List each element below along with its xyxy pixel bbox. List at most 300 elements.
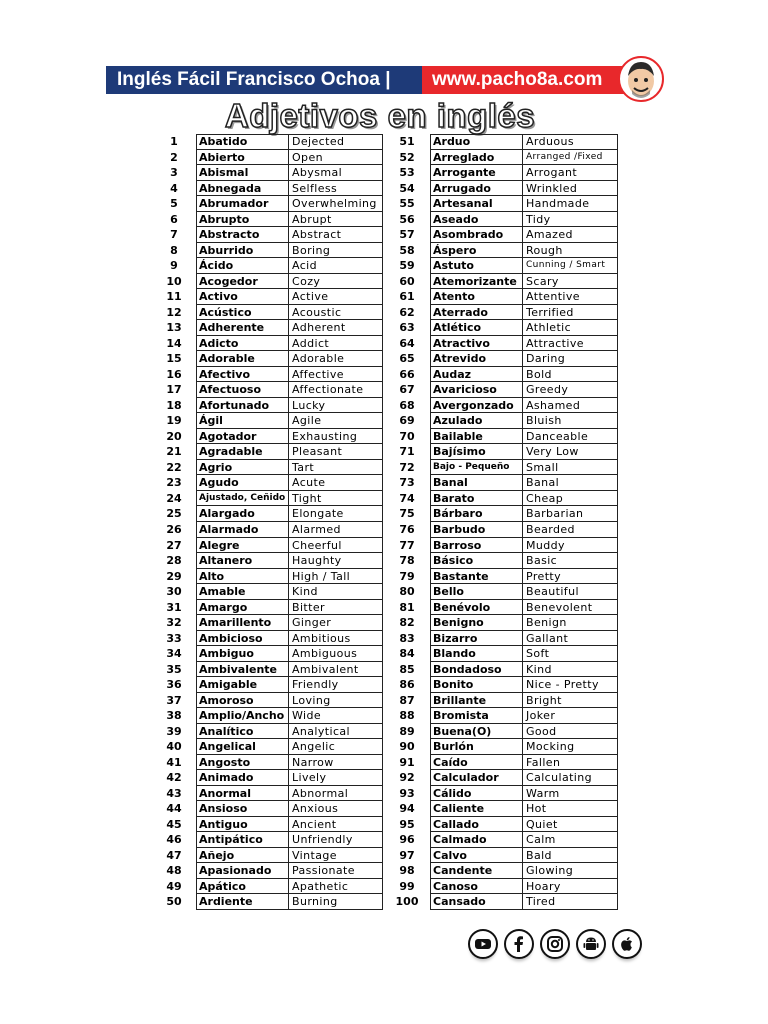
row-number: 23 xyxy=(166,476,182,490)
english-adjective: Attractive xyxy=(523,336,618,352)
english-adjective: Cheap xyxy=(523,491,618,507)
spanish-adjective: Adicto xyxy=(196,336,289,352)
android-icon[interactable] xyxy=(576,929,606,959)
spanish-adjective: Artesanal xyxy=(430,196,523,212)
english-adjective: Nice - Pretty xyxy=(523,677,618,693)
spanish-adjective: Abierto xyxy=(196,150,289,166)
english-adjective: Muddy xyxy=(523,538,618,554)
table-row xyxy=(0,631,768,647)
english-adjective: Affective xyxy=(289,367,383,383)
spanish-adjective: Avaricioso xyxy=(430,382,523,398)
row-number: 93 xyxy=(399,786,415,800)
facebook-icon[interactable] xyxy=(504,929,534,959)
english-adjective: Abysmal xyxy=(289,165,383,181)
row-number: 64 xyxy=(399,336,415,350)
spanish-adjective: Altanero xyxy=(196,553,289,569)
row-number: 50 xyxy=(166,895,182,909)
row-number: 80 xyxy=(399,585,415,599)
english-adjective: Warm xyxy=(523,786,618,802)
spanish-adjective: Bonito xyxy=(430,677,523,693)
spanish-adjective: Agudo xyxy=(196,475,289,491)
spanish-adjective: Alegre xyxy=(196,538,289,554)
row-number: 33 xyxy=(166,631,182,645)
spanish-adjective: Alargado xyxy=(196,506,289,522)
english-adjective: Hot xyxy=(523,801,618,817)
english-adjective: Lucky xyxy=(289,398,383,414)
row-number: 10 xyxy=(166,274,182,288)
english-adjective: Beautiful xyxy=(523,584,618,600)
youtube-icon[interactable] xyxy=(468,929,498,959)
english-adjective: Bitter xyxy=(289,600,383,616)
table-row xyxy=(0,274,768,290)
english-adjective: Bald xyxy=(523,848,618,864)
row-number: 98 xyxy=(399,864,415,878)
row-number: 24 xyxy=(166,491,182,505)
row-number: 41 xyxy=(166,755,182,769)
row-number: 66 xyxy=(399,367,415,381)
spanish-adjective: Bizarro xyxy=(430,631,523,647)
spanish-adjective: Atractivo xyxy=(430,336,523,352)
table-row xyxy=(0,538,768,554)
english-adjective: Loving xyxy=(289,693,383,709)
row-number: 69 xyxy=(399,414,415,428)
spanish-adjective: Angosto xyxy=(196,755,289,771)
row-number: 12 xyxy=(166,305,182,319)
spanish-adjective: Abnegada xyxy=(196,181,289,197)
row-number: 54 xyxy=(399,181,415,195)
english-adjective: Cheerful xyxy=(289,538,383,554)
row-number: 59 xyxy=(399,259,415,273)
row-number: 36 xyxy=(166,678,182,692)
row-number: 97 xyxy=(399,848,415,862)
row-number: 52 xyxy=(399,150,415,164)
spanish-adjective: Alarmado xyxy=(196,522,289,538)
table-row xyxy=(0,848,768,864)
spanish-adjective: Básico xyxy=(430,553,523,569)
spanish-adjective: Ágil xyxy=(196,413,289,429)
english-adjective: Soft xyxy=(523,646,618,662)
spanish-adjective: Amargo xyxy=(196,600,289,616)
english-adjective: Mocking xyxy=(523,739,618,755)
table-row xyxy=(0,600,768,616)
row-number: 92 xyxy=(399,771,415,785)
row-number: 94 xyxy=(399,802,415,816)
english-adjective: Affectionate xyxy=(289,382,383,398)
spanish-adjective: Abismal xyxy=(196,165,289,181)
row-number: 79 xyxy=(399,569,415,583)
english-adjective: Narrow xyxy=(289,755,383,771)
apple-icon[interactable] xyxy=(612,929,642,959)
spanish-adjective: Antipático xyxy=(196,832,289,848)
spanish-adjective: Anormal xyxy=(196,786,289,802)
english-adjective: Pleasant xyxy=(289,444,383,460)
table-row xyxy=(0,879,768,895)
spanish-adjective: Avergonzado xyxy=(430,398,523,414)
row-number: 51 xyxy=(399,135,415,148)
spanish-adjective: Adherente xyxy=(196,320,289,336)
table-row xyxy=(0,491,768,507)
spanish-adjective: Bárbaro xyxy=(430,506,523,522)
spanish-adjective: Bajo - Pequeño xyxy=(430,460,523,476)
row-number: 90 xyxy=(399,740,415,754)
english-adjective: Acute xyxy=(289,475,383,491)
table-row xyxy=(0,258,768,274)
english-adjective: Rough xyxy=(523,243,618,259)
spanish-adjective: Calvo xyxy=(430,848,523,864)
spanish-adjective: Angelical xyxy=(196,739,289,755)
english-adjective: Haughty xyxy=(289,553,383,569)
table-row xyxy=(0,320,768,336)
spanish-adjective: Buena(O) xyxy=(430,724,523,740)
row-number: 37 xyxy=(166,693,182,707)
english-adjective: Hoary xyxy=(523,879,618,895)
spanish-adjective: Abrumador xyxy=(196,196,289,212)
header-banner xyxy=(106,66,658,94)
spanish-adjective: Atrevido xyxy=(430,351,523,367)
row-number: 25 xyxy=(166,507,182,521)
english-adjective: Cunning / Smart xyxy=(523,258,618,274)
english-adjective: Ambiguous xyxy=(289,646,383,662)
english-adjective: Adorable xyxy=(289,351,383,367)
banner-website-link[interactable]: www.pacho8a.com xyxy=(422,66,658,94)
table-row xyxy=(0,832,768,848)
english-adjective: Tight xyxy=(289,491,383,507)
english-adjective: Abrupt xyxy=(289,212,383,228)
row-number: 11 xyxy=(166,290,182,304)
english-adjective: Bold xyxy=(523,367,618,383)
spanish-adjective: Apático xyxy=(196,879,289,895)
table-row xyxy=(0,553,768,569)
table-row xyxy=(0,863,768,879)
spanish-adjective: Atento xyxy=(430,289,523,305)
spanish-adjective: Ambivalente xyxy=(196,662,289,678)
row-number: 18 xyxy=(166,398,182,412)
spanish-adjective: Blando xyxy=(430,646,523,662)
spanish-adjective: Agotador xyxy=(196,429,289,445)
spanish-adjective: Barbudo xyxy=(430,522,523,538)
english-adjective: Tired xyxy=(523,894,618,910)
row-number: 40 xyxy=(166,740,182,754)
english-adjective: Adherent xyxy=(289,320,383,336)
row-number: 32 xyxy=(166,616,182,630)
row-number: 7 xyxy=(170,228,178,242)
spanish-adjective: Azulado xyxy=(430,413,523,429)
english-adjective: Alarmed xyxy=(289,522,383,538)
row-number: 4 xyxy=(170,181,178,195)
spanish-adjective: Barato xyxy=(430,491,523,507)
row-number: 44 xyxy=(166,802,182,816)
spanish-adjective: Atemorizante xyxy=(430,274,523,290)
english-adjective: Very Low xyxy=(523,444,618,460)
row-number: 96 xyxy=(399,833,415,847)
english-adjective: Lively xyxy=(289,770,383,786)
english-adjective: Friendly xyxy=(289,677,383,693)
spanish-adjective: Amoroso xyxy=(196,693,289,709)
spanish-adjective: Áspero xyxy=(430,243,523,259)
english-adjective: Quiet xyxy=(523,817,618,833)
spanish-adjective: Acústico xyxy=(196,305,289,321)
row-number: 39 xyxy=(166,724,182,738)
row-number: 34 xyxy=(166,647,182,661)
spanish-adjective: Cálido xyxy=(430,786,523,802)
spanish-adjective: Abrupto xyxy=(196,212,289,228)
table-row xyxy=(0,801,768,817)
english-adjective: Bearded xyxy=(523,522,618,538)
english-adjective: Bluish xyxy=(523,413,618,429)
spanish-adjective: Ardiente xyxy=(196,894,289,910)
table-row xyxy=(0,212,768,228)
table-row xyxy=(0,305,768,321)
english-adjective: Joker xyxy=(523,708,618,724)
english-adjective: Cozy xyxy=(289,274,383,290)
english-adjective: Ashamed xyxy=(523,398,618,414)
row-number: 45 xyxy=(166,817,182,831)
row-number: 75 xyxy=(399,507,415,521)
table-row xyxy=(0,475,768,491)
english-adjective: Abnormal xyxy=(289,786,383,802)
english-adjective: Terrified xyxy=(523,305,618,321)
table-row xyxy=(0,755,768,771)
spanish-adjective: Asombrado xyxy=(430,227,523,243)
row-number: 61 xyxy=(399,290,415,304)
english-adjective: Attentive xyxy=(523,289,618,305)
table-row xyxy=(0,429,768,445)
row-number: 19 xyxy=(166,414,182,428)
english-adjective: Danceable xyxy=(523,429,618,445)
english-adjective: Small xyxy=(523,460,618,476)
english-adjective: Overwhelming xyxy=(289,196,383,212)
row-number: 95 xyxy=(399,817,415,831)
spanish-adjective: Banal xyxy=(430,475,523,491)
row-number: 14 xyxy=(166,336,182,350)
english-adjective: Greedy xyxy=(523,382,618,398)
english-adjective: Calm xyxy=(523,832,618,848)
english-adjective: Good xyxy=(523,724,618,740)
spanish-adjective: Aseado xyxy=(430,212,523,228)
row-number: 67 xyxy=(399,383,415,397)
table-row xyxy=(0,165,768,181)
english-adjective: Arranged /Fixed xyxy=(523,150,618,166)
english-adjective: Elongate xyxy=(289,506,383,522)
spanish-adjective: Ajustado, Ceñido xyxy=(196,491,289,507)
english-adjective: Arduous xyxy=(523,134,618,150)
spanish-adjective: Burlón xyxy=(430,739,523,755)
table-row xyxy=(0,336,768,352)
row-number: 42 xyxy=(166,771,182,785)
row-number: 89 xyxy=(399,724,415,738)
english-adjective: Agile xyxy=(289,413,383,429)
spanish-adjective: Afectuoso xyxy=(196,382,289,398)
spanish-adjective: Abstracto xyxy=(196,227,289,243)
english-adjective: Acid xyxy=(289,258,383,274)
spanish-adjective: Amplio/Ancho xyxy=(196,708,289,724)
row-number: 74 xyxy=(399,491,415,505)
english-adjective: High / Tall xyxy=(289,569,383,585)
row-number: 35 xyxy=(166,662,182,676)
spanish-adjective: Audaz xyxy=(430,367,523,383)
table-row xyxy=(0,382,768,398)
english-adjective: Dejected xyxy=(289,134,383,150)
spanish-adjective: Candente xyxy=(430,863,523,879)
spanish-adjective: Amigable xyxy=(196,677,289,693)
row-number: 58 xyxy=(399,243,415,257)
spanish-adjective: Caído xyxy=(430,755,523,771)
english-adjective: Fallen xyxy=(523,755,618,771)
spanish-adjective: Bromista xyxy=(430,708,523,724)
table-row xyxy=(0,444,768,460)
english-adjective: Analytical xyxy=(289,724,383,740)
instagram-icon[interactable] xyxy=(540,929,570,959)
row-number: 56 xyxy=(399,212,415,226)
table-row xyxy=(0,708,768,724)
english-adjective: Ambivalent xyxy=(289,662,383,678)
english-adjective: Anxious xyxy=(289,801,383,817)
spanish-adjective: Apasionado xyxy=(196,863,289,879)
spanish-adjective: Bello xyxy=(430,584,523,600)
row-number: 88 xyxy=(399,709,415,723)
table-row xyxy=(0,615,768,631)
english-adjective: Barbarian xyxy=(523,506,618,522)
table-row xyxy=(0,398,768,414)
spanish-adjective: Animado xyxy=(196,770,289,786)
english-adjective: Wrinkled xyxy=(523,181,618,197)
english-adjective: Active xyxy=(289,289,383,305)
row-number: 49 xyxy=(166,879,182,893)
spanish-adjective: Afectivo xyxy=(196,367,289,383)
table-row xyxy=(0,150,768,166)
table-row xyxy=(0,770,768,786)
english-adjective: Amazed xyxy=(523,227,618,243)
spanish-adjective: Agradable xyxy=(196,444,289,460)
english-adjective: Ambitious xyxy=(289,631,383,647)
english-adjective: Burning xyxy=(289,894,383,910)
english-adjective: Arrogant xyxy=(523,165,618,181)
english-adjective: Unfriendly xyxy=(289,832,383,848)
spanish-adjective: Acogedor xyxy=(196,274,289,290)
spanish-adjective: Analítico xyxy=(196,724,289,740)
row-number: 77 xyxy=(399,538,415,552)
english-adjective: Wide xyxy=(289,708,383,724)
spanish-adjective: Alto xyxy=(196,569,289,585)
row-number: 87 xyxy=(399,693,415,707)
row-number: 9 xyxy=(170,259,178,273)
row-number: 91 xyxy=(399,755,415,769)
row-number: 83 xyxy=(399,631,415,645)
english-adjective: Boring xyxy=(289,243,383,259)
row-number: 3 xyxy=(170,166,178,180)
table-row xyxy=(0,786,768,802)
english-adjective: Addict xyxy=(289,336,383,352)
english-adjective: Acoustic xyxy=(289,305,383,321)
english-adjective: Glowing xyxy=(523,863,618,879)
spanish-adjective: Calculador xyxy=(430,770,523,786)
page-title: Adjetivos en inglés xyxy=(224,97,536,134)
english-adjective: Kind xyxy=(289,584,383,600)
row-number: 76 xyxy=(399,523,415,536)
english-adjective: Selfless xyxy=(289,181,383,197)
table-row xyxy=(0,367,768,383)
row-number: 65 xyxy=(399,352,415,366)
english-adjective: Pretty xyxy=(523,569,618,585)
english-adjective: Handmade xyxy=(523,196,618,212)
spanish-adjective: Antiguo xyxy=(196,817,289,833)
english-adjective: Benign xyxy=(523,615,618,631)
row-number: 27 xyxy=(166,538,182,552)
spanish-adjective: Activo xyxy=(196,289,289,305)
table-row xyxy=(0,739,768,755)
row-number: 82 xyxy=(399,616,415,630)
row-number: 55 xyxy=(399,197,415,211)
row-number: 60 xyxy=(399,274,415,288)
table-row xyxy=(0,134,768,150)
spanish-adjective: Cansado xyxy=(430,894,523,910)
english-adjective: Basic xyxy=(523,553,618,569)
table-row xyxy=(0,351,768,367)
table-row xyxy=(0,693,768,709)
english-adjective: Ginger xyxy=(289,615,383,631)
spanish-adjective: Amable xyxy=(196,584,289,600)
table-row xyxy=(0,724,768,740)
english-adjective: Scary xyxy=(523,274,618,290)
row-number: 6 xyxy=(170,212,178,226)
row-number: 85 xyxy=(399,662,415,676)
social-icons xyxy=(468,929,658,959)
row-number: 53 xyxy=(399,166,415,180)
english-adjective: Bright xyxy=(523,693,618,709)
row-number: 100 xyxy=(395,895,419,909)
table-row xyxy=(0,243,768,259)
spanish-adjective: Aterrado xyxy=(430,305,523,321)
spanish-adjective: Canoso xyxy=(430,879,523,895)
table-row xyxy=(0,522,768,538)
row-number: 28 xyxy=(166,554,182,568)
row-number: 1 xyxy=(170,135,178,148)
spanish-adjective: Caliente xyxy=(430,801,523,817)
spanish-adjective: Bailable xyxy=(430,429,523,445)
table-row xyxy=(0,894,768,910)
table-row xyxy=(0,196,768,212)
row-number: 46 xyxy=(166,833,182,847)
row-number: 47 xyxy=(166,848,182,862)
row-number: 78 xyxy=(399,554,415,568)
row-number: 99 xyxy=(399,879,415,893)
table-row xyxy=(0,569,768,585)
english-adjective: Passionate xyxy=(289,863,383,879)
spanish-adjective: Arreglado xyxy=(430,150,523,166)
row-number: 5 xyxy=(170,197,178,211)
spanish-adjective: Ambiguo xyxy=(196,646,289,662)
table-row xyxy=(0,506,768,522)
table-row xyxy=(0,413,768,429)
row-number: 8 xyxy=(170,243,178,257)
english-adjective: Exhausting xyxy=(289,429,383,445)
row-number: 15 xyxy=(166,352,182,366)
spanish-adjective: Ansioso xyxy=(196,801,289,817)
row-number: 73 xyxy=(399,476,415,490)
table-row xyxy=(0,677,768,693)
row-number: 26 xyxy=(166,523,182,536)
row-number: 68 xyxy=(399,398,415,412)
table-row xyxy=(0,181,768,197)
english-adjective: Tart xyxy=(289,460,383,476)
spanish-adjective: Calmado xyxy=(430,832,523,848)
spanish-adjective: Bondadoso xyxy=(430,662,523,678)
english-adjective: Athletic xyxy=(523,320,618,336)
english-adjective: Angelic xyxy=(289,739,383,755)
spanish-adjective: Ácido xyxy=(196,258,289,274)
spanish-adjective: Bajísimo xyxy=(430,444,523,460)
table-row xyxy=(0,817,768,833)
